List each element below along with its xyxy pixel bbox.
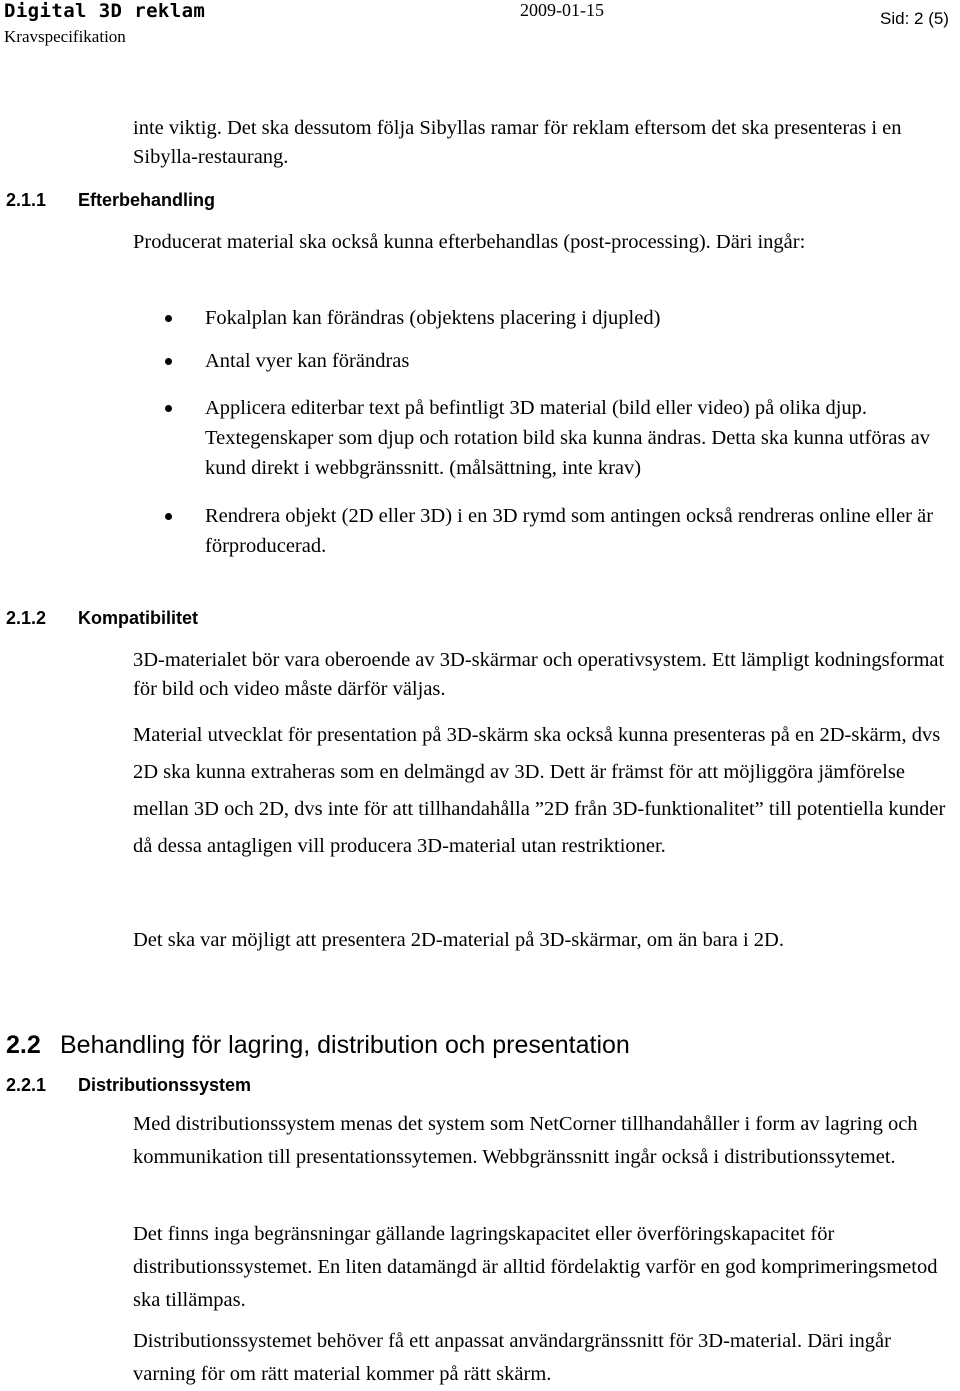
document-title: Digital 3D reklam (4, 0, 206, 22)
distributionssystem-paragraph-2: Det finns inga begränsningar gällande lagringskapacitet eller överföringskapacitet för distributionssystemet. En liten datamängd är alltid fördelaktig varför en god komprimeringsmetod ska tillämpas. (133, 1223, 938, 1311)
list-item (160, 393, 950, 483)
list-item-text: Fokalplan kan förändras (objektens placering i djupled) (205, 307, 661, 329)
list-item (160, 303, 950, 333)
section-heading-distributionssystem (6, 1075, 251, 1096)
bullet-icon (165, 405, 172, 412)
bullet-icon (165, 315, 172, 322)
section-number: 2.2 (6, 1031, 41, 1059)
document-subtitle: Kravspecifikation (4, 27, 126, 46)
section-number: 2.1.2 (6, 608, 47, 628)
list-item (160, 501, 950, 561)
intro-paragraph: inte viktig. Det ska dessutom följa Sibyllas ramar för reklam eftersom det ska presenteras i en Sibylla-restaurang. (133, 117, 902, 168)
kompatibilitet-paragraph-3: Det ska var möjligt att presentera 2D-material på 3D-skärmar, om än bara i 2D. (133, 929, 784, 951)
section-heading-efterbehandling (6, 190, 215, 211)
section-title: Kompatibilitet (78, 608, 198, 628)
list-item-text: Antal vyer kan förändras (205, 350, 410, 372)
page-number: Sid: 2 (5) (880, 9, 949, 28)
list-item (160, 346, 950, 376)
list-item-text: Applicera editerbar text på befintligt 3D material (bild eller video) på olika djup. Textegenskaper som djup och rotation bild ska kunna ändras. Detta ska kunna utföras av kund direkt i webbgränssnitt. (målsättning, inte krav) (205, 397, 930, 479)
section-heading-kompatibilitet (6, 608, 198, 629)
section-title: Distributionssystem (78, 1075, 252, 1095)
section-heading-behandling (6, 1031, 630, 1060)
document-date: 2009-01-15 (520, 0, 604, 20)
bullet-icon (165, 513, 172, 520)
kompatibilitet-paragraph-2: Material utvecklat för presentation på 3D-skärm ska också kunna presenteras på en 2D-skärm, dvs 2D ska kunna extraheras som en delmängd av 3D. Dett är främst för att möjliggöra jämförelse mellan 3D och 2D, dvs inte för att tillhandahålla ”2D från 3D-funktionalitet” till potentiella kunder då dessa antagligen vill producera 3D-material utan restriktioner. (133, 724, 946, 857)
section-number: 2.2.1 (6, 1075, 47, 1095)
section-number: 2.1.1 (6, 190, 47, 210)
list-item-text: Rendrera objekt (2D eller 3D) i en 3D rymd som antingen också rendreras online eller är förproducerad. (205, 505, 934, 557)
distributionssystem-paragraph-1: Med distributionssystem menas det system som NetCorner tillhandahåller i form av lagring och kommunikation till presentationssytemen. Webbgränssnitt ingår också i distributionssytemet. (133, 1113, 918, 1168)
efterbehandling-paragraph: Producerat material ska också kunna efterbehandlas (post-processing). Däri ingår: (133, 231, 806, 253)
section-title: Efterbehandling (78, 190, 216, 210)
section-title: Behandling för lagring, distribution och presentation (60, 1031, 630, 1059)
bullet-icon (165, 358, 172, 365)
kompatibilitet-paragraph-1: 3D-materialet bör vara oberoende av 3D-skärmar och operativsystem. Ett lämpligt kodningsformat för bild och video måste därför väljas. (133, 649, 945, 700)
efterbehandling-list (160, 303, 950, 561)
distributionssystem-paragraph-3: Distributionssystemet behöver få ett anpassat användargränssnitt för 3D-material. Däri ingår varning för om rätt material kommer på rätt skärm. (133, 1330, 891, 1385)
